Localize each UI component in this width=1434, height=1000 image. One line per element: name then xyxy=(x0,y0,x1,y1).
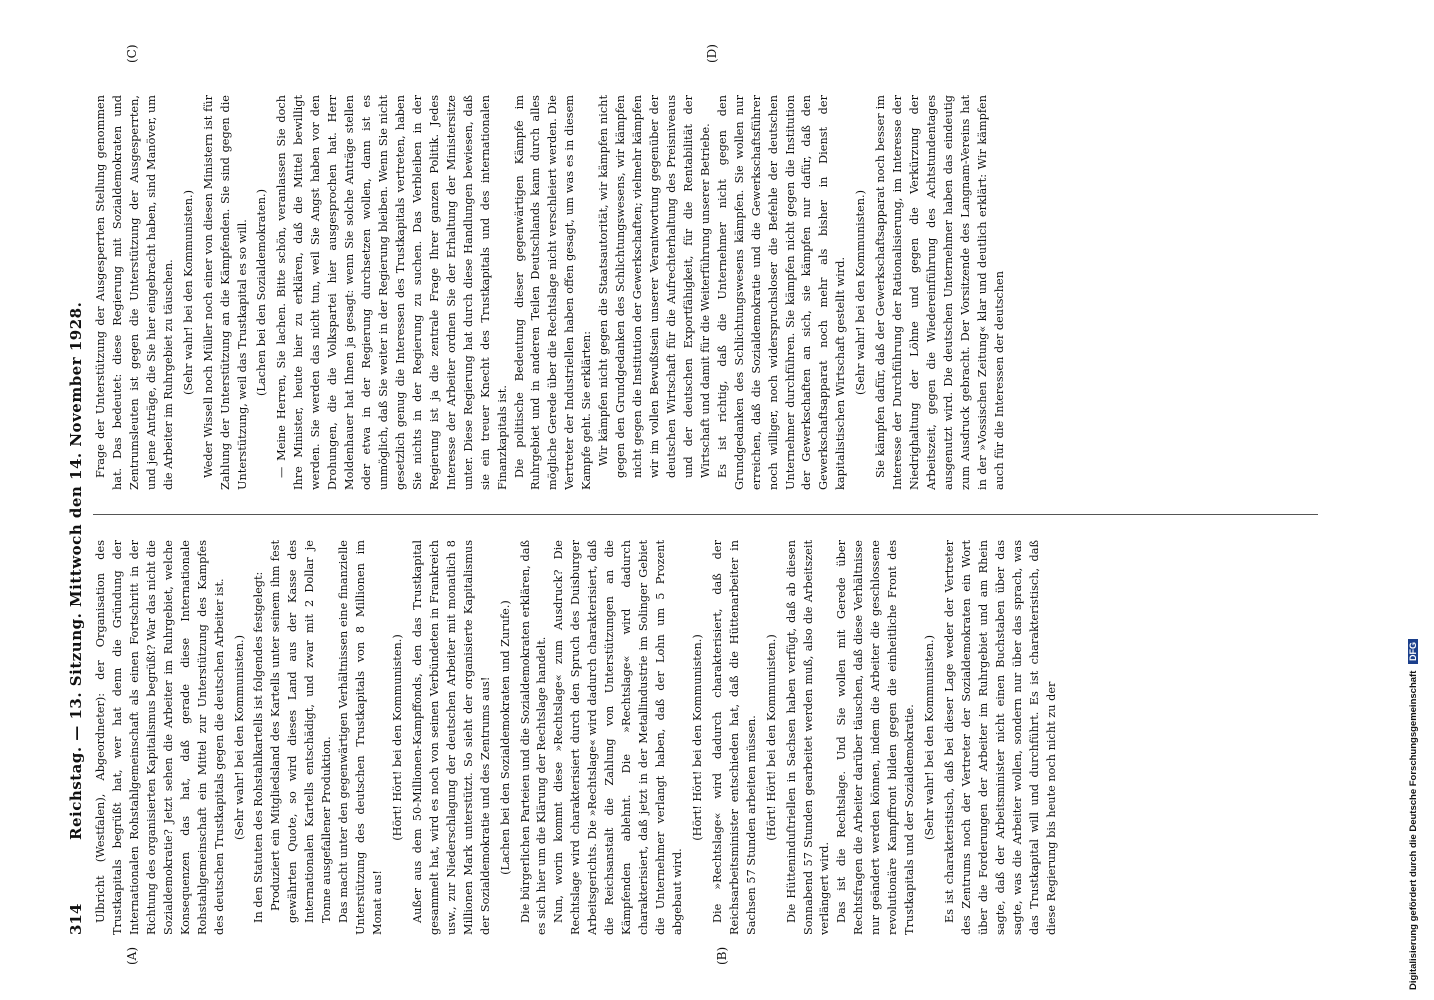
interjection: (Lachen bei den Sozialdemokraten.) xyxy=(255,188,269,397)
paragraph: Die »Rechtslage« wird dadurch charakterisiert, daß der Reichsarbeitsminister entschieden hat, daß die Hüttenarbeiter in Sachsen 57 Stunden arbeiten müssen. xyxy=(710,540,758,935)
page-number: 314 xyxy=(67,903,85,935)
paragraph: Die bürgerlichen Parteien und die Sozialdemokraten erklären, daß es sich hier um die Klärung der Rechtslage handelt. xyxy=(518,540,549,935)
column-divider xyxy=(93,514,1318,515)
right-column xyxy=(93,95,1318,490)
paragraph: Die politische Bedeutung dieser gegenwärtigen Kämpfe im Ruhrgebiet und in anderen Teilen Deutschlands kann durch alles mögliche Gerede über die Rechtslage nicht verschleiert werden. Die Vertreter der Industriellen haben offen gesagt, um was es in diesem Kampfe geht. Sie erklärten: xyxy=(512,95,594,490)
margin-letter-c: (C) xyxy=(125,44,139,63)
interjection: (Sehr wahr! bei den Kommunisten.) xyxy=(923,634,937,841)
digitization-credit xyxy=(1408,0,1422,990)
dfg-logo: DFG xyxy=(1408,639,1418,664)
page-header xyxy=(65,65,91,935)
paragraph: Sie kämpfen dafür, daß der Gewerkschaftsapparat noch besser im Interesse der Durchführung der Rationalisierung, im Interesse der Niedrighaltung der Löhne und gegen die Verkürzung der Arbeitszeit, gegen die Wiedereinführung des Achtstundentages ausgenutzt wird. Die deutschen Unternehmer haben das eindeutig zum Ausdruck gebracht. Der Vorsitzende des Langnam-Vereins hat in der »Vossischen Zeitung« klar und deutlich erklärt: Wir kämpfen auch für die Interessen der deutschen xyxy=(874,95,1006,490)
paragraph: — Meine Herren, Sie lachen. Bitte schön, veranlassen Sie doch Ihre Minister, heute hier zu erklären, daß die Mittel bewilligt werden. Sie werden das nicht tun, weil Sie Angst haben vor den Drohungen, die die Volkspartei hier ausgesprochen hat. Herr Moldenhauer hat Ihnen ja gesagt: wenn Sie solche Anträge stellen oder etwa in der Regierung durchsetzen wollen, dann ist es unmöglich, daß Sie weiter in der Regierung bleiben. Wenn Sie nicht gesetzlich genug die Interessen des Trustkapitals vertreten, haben Sie nichts in der Regierung zu suchen. Das Verbleiben in der Regierung ist ja die zentrale Frage Ihrer ganzen Politik. Jedes Interesse der Arbeiter ordnen Sie der Erhaltung der Ministersitze unter. Diese Regierung hat durch diese Handlungen bewiesen, daß sie ein treuer Knecht des Trustkapitals und des internationalen Finanzkapitals ist. xyxy=(275,95,509,490)
credit-text: Digitalisierung gefördert durch die Deutsche Forschungsgemeinschaft xyxy=(1408,670,1419,990)
margin-letter-a: (A) xyxy=(125,946,139,965)
quoted-passage: Wir kämpfen nicht gegen die Staatsautorität, wir kämpfen nicht gegen den Grundgedanken des Schlichtungswesens, wir kämpfen nicht gegen die Institution der Gewerkschaften; vielmehr kämpfen wir im vollen Bewußtsein unserer Verantwortung gegenüber der deutschen Wirtschaft für die Aufrechterhaltung des Preisniveaus und der deutschen Exportfähigkeit, für die Rentabilität der Wirtschaft und damit für die Weiterführung unserer Betriebe. xyxy=(597,95,712,478)
paragraph: Nun, worin kommt diese »Rechtslage« zum Ausdruck? Die Rechtslage wird charakterisiert durch den Spruch des Duisburger Arbeitsgerichts. Die »Rechtslage« wird dadurch charakterisiert, daß die Reichsanstalt die Zahlung von Unterstützungen an die Kämpfenden ablehnt. Die »Rechtslage« wird dadurch charakterisiert, daß jetzt in der Metallindustrie im Solinger Gebiet die Unternehmer verlangt haben, daß der Lohn um 5 Prozent abgebaut wird. xyxy=(552,540,684,935)
quoted-passage: Produziert ein Mitgliedsland des Kartells unter seinem ihm fest gewährten Quote, so wird dieses Land aus der Kasse des Internationalen Kartells entschädigt, und zwar mit 2 Dollar je Tonne ausgefallener Produktion. xyxy=(269,540,334,923)
interjection: (Sehr wahr! bei den Kommunisten.) xyxy=(232,634,246,841)
margin-letter-d: (D) xyxy=(705,44,719,63)
interjection: (Hört! Hört! bei den Kommunisten.) xyxy=(764,634,778,841)
paragraph: Weder Wissell noch Müller noch einer von diesen Ministern ist für Zahlung der Unterstützung an die Kämpfenden. Sie sind gegen die Unterstützung, weil das Trustkapital es so will. xyxy=(201,95,249,490)
interjection: (Lachen bei den Sozialdemokraten und Zurufe.) xyxy=(498,600,512,875)
interjection: (Sehr wahr! bei den Kommunisten.) xyxy=(181,189,195,396)
rotated-document-page xyxy=(65,44,1325,965)
paragraph: Frage der Unterstützung der Ausgesperrten Stellung genommen hat. Das bedeutet: diese Regierung mit Sozialdemokraten und Zentrumsleuten ist gegen die Unterstützung der Ausgesperrten, und jene Anträge, die Sie hier eingebracht haben, sind Manöver, um die Arbeiter im Ruhrgebiet zu täuschen. xyxy=(94,95,175,490)
interjection: (Hört! Hört! bei den Kommunisten.) xyxy=(390,634,404,841)
left-column xyxy=(93,540,1318,935)
paragraph: Ulbricht (Westfalen), Abgeordneter): der Organisation des Trustkapitals begrüßt hat, wer hat denn die Gründung der Internationalen Rohstahlgemeinschaft als einen Fortschritt in der Richtung des organisierten Kapitalismus begrüßt? War das nicht die Sozialdemokratie? Jetzt sehen die Arbeiter im Ruhrgebiet, welche Konsequenzen das hat, daß gerade diese Internationale Rohstahlgemeinschaft ein Mittel zur Unterstützung des Kampfes des deutschen Trustkapitals gegen die deutschen Arbeiter ist. xyxy=(94,540,226,935)
paragraph: Das macht unter den gegenwärtigen Verhältnissen eine finanzielle Unterstützung des deutschen Trustkapitals von 8 Millionen im Monat aus! xyxy=(337,540,384,935)
paragraph: Das ist die Rechtslage. Und Sie wollen mit Gerede über Rechtsfragen die Arbeiter darüber täuschen, daß diese Verhältnisse nur geändert werden können, indem die Arbeiter die geschlossene revolutionäre Kampffront bilden gegen die einheitliche Front des Trustkapitals und der Sozialdemokratie. xyxy=(835,540,917,935)
margin-letter-b: (B) xyxy=(715,946,729,965)
running-head: Reichstag. — 13. Sitzung. Mittwoch den 14. November 1928. xyxy=(67,301,85,840)
interjection: (Hört! Hört! bei den Kommunisten.) xyxy=(690,634,704,841)
paragraph: Es ist charakteristisch, daß bei dieser Lage weder der Vertreter des Zentrums noch der Vertreter der Sozialdemokraten ein Wort über die Forderungen der Arbeiter im Ruhrgebiet und am Rhein sagte, daß der Arbeitsminister nicht einen Buchstaben über das sagte, was die Arbeiter wollen, sondern nur über das sprach, was das Trustkapital will und durchführt. Es ist charakteristisch, daß diese Regierung bis heute noch nicht zu der xyxy=(943,540,1058,935)
paragraph: Die Hütteninduſtriellen in Sachsen haben verfügt, daß ab diesen Sonnabend 57 Stunden gearbeitet werden muß, also die Arbeitszeit verlängert wird. xyxy=(784,540,832,935)
paragraph: Außer aus dem 50-Millionen-Kampffonds, den das Trustkapital gesammelt hat, wird es noch von seinen Verbündeten in Frankreich usw., zur Niederschlagung der deutschen Arbeiter mit monatlich 8 Millionen Mark unterstützt. So sieht der organisierte Kapitalismus der Sozialdemokratie und des Zentrums aus! xyxy=(410,540,492,935)
paragraph: In den Statuten des Rohstahlkartells ist folgendes festgelegt: xyxy=(252,571,266,923)
interjection: (Sehr wahr! bei den Kommunisten.) xyxy=(854,189,868,396)
paragraph: Es ist richtig, daß die Unternehmer nicht gegen den Grundgedanken des Schlichtungswesens kämpfen. Sie wollen nur erreichen, daß die Sozialdemokratie und die Gewerkschaftsführer noch williger, noch widerspruchsloser die Befehle der deutschen Unternehmer durchführen. Sie kämpfen nicht gegen die Institution der Gewerkschaften an sich, sie kämpfen nur dafür, daß den Gewerkschaftsapparat noch mehr als bisher in Dienst der kapitalistischen Wirtschaft gestellt wird. xyxy=(715,95,848,490)
